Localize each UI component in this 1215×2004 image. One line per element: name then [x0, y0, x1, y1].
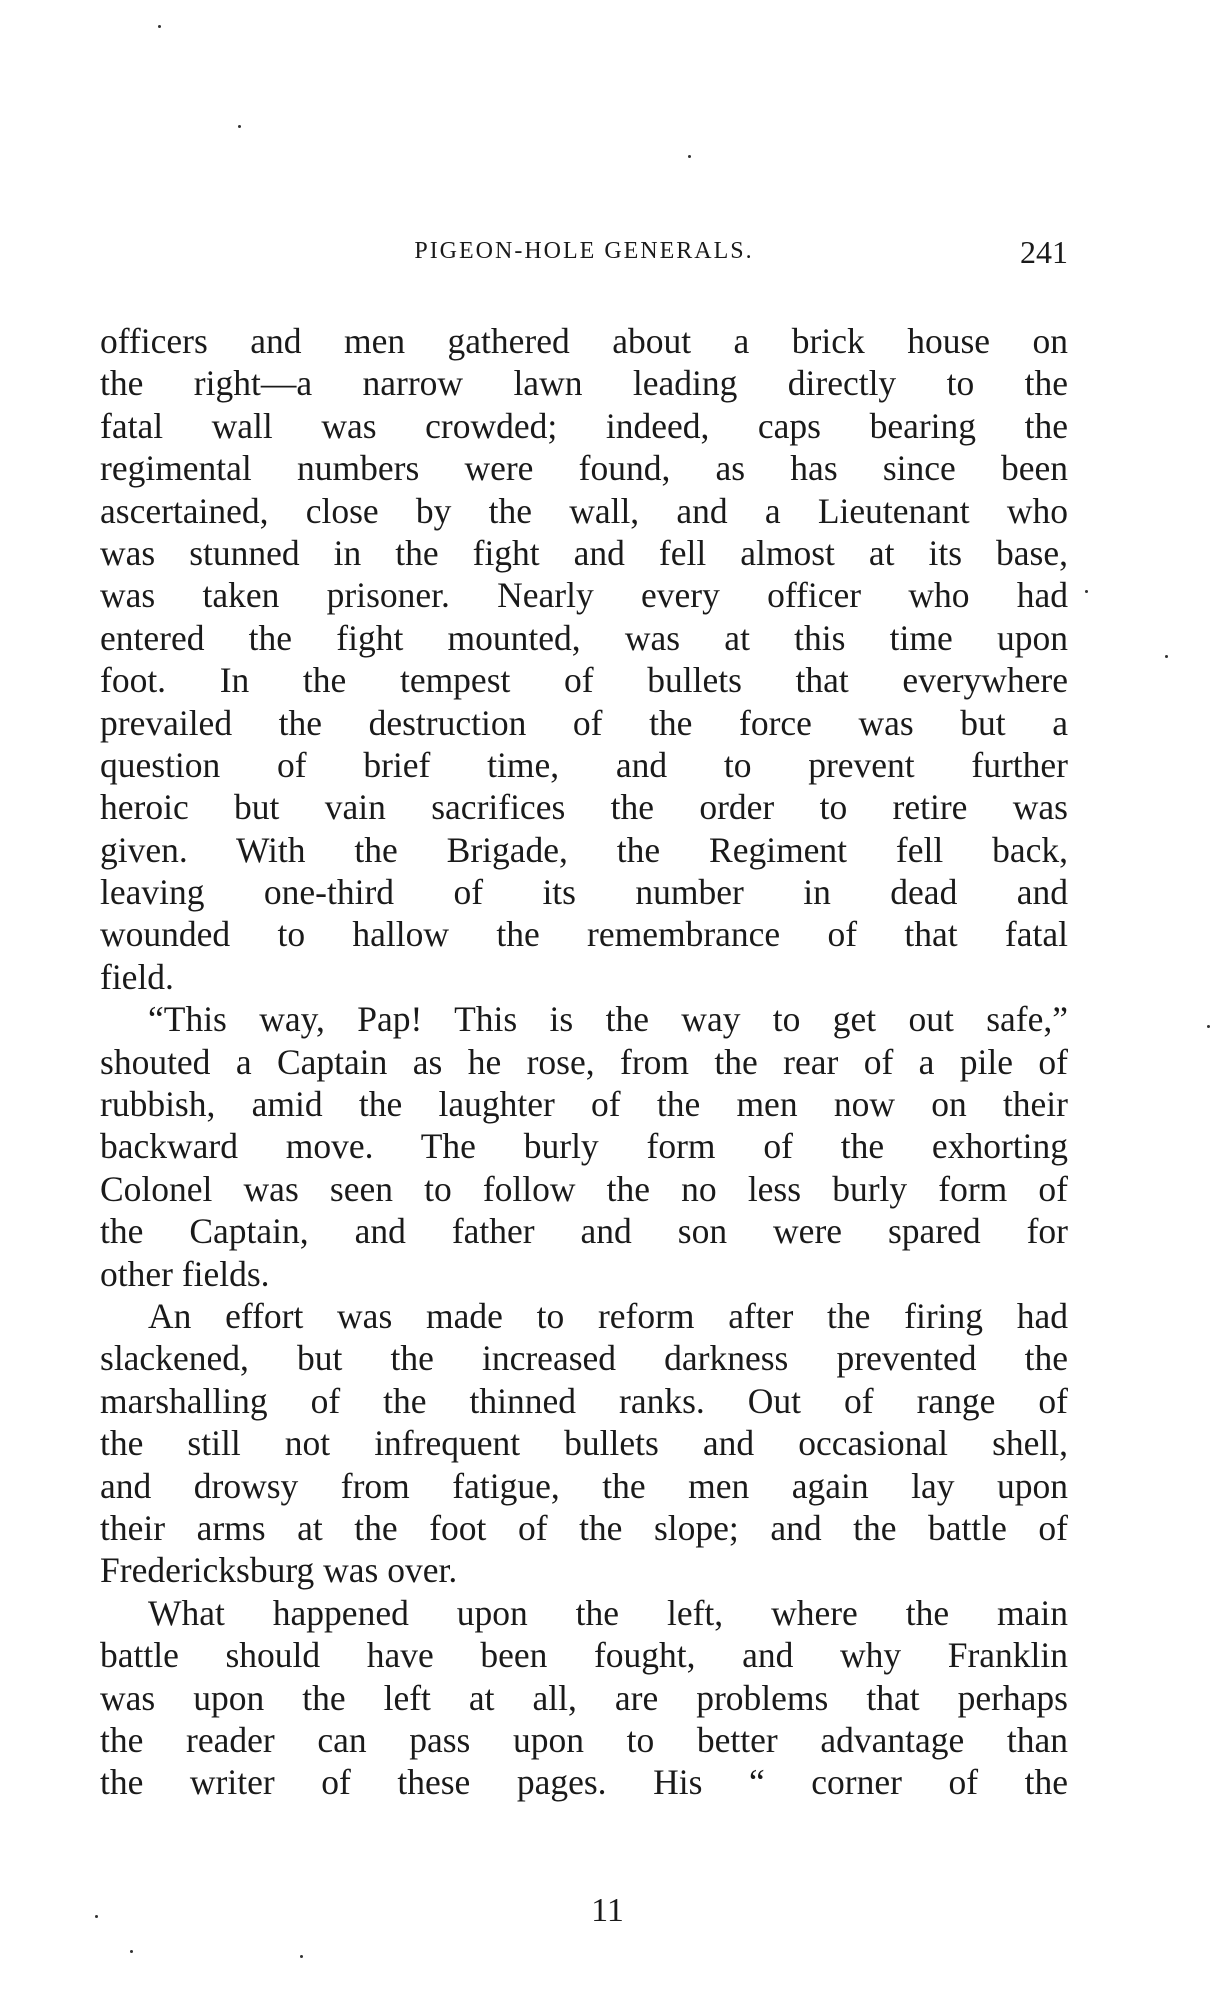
- scan-speck: [300, 1955, 303, 1958]
- text-line: slackened, but the increased darkness prevented the: [100, 1338, 1068, 1379]
- text-line: the right—a narrow lawn leading directly to the: [100, 363, 1068, 404]
- text-line: the still not infrequent bullets and occasional shell,: [100, 1423, 1068, 1464]
- scan-speck: [1165, 655, 1168, 658]
- text-line: An effort was made to reform after the firing had: [148, 1295, 1068, 1336]
- text-line: marshalling of the thinned ranks. Out of range of: [100, 1380, 1068, 1421]
- text-line: “This way, Pap! This is the way to get out safe,”: [148, 999, 1068, 1040]
- text-line: battle should have been fought, and why Franklin: [100, 1635, 1068, 1676]
- scan-speck: [1085, 590, 1088, 593]
- text-line: the Captain, and father and son were spared for: [100, 1211, 1068, 1252]
- page-number: 241: [1020, 234, 1068, 270]
- text-line: ascertained, close by the wall, and a Lieutenant who: [100, 490, 1068, 531]
- text-line: given. With the Brigade, the Regiment fell back,: [100, 829, 1068, 870]
- text-line: question of brief time, and to prevent further: [100, 744, 1068, 785]
- text-line: fatal wall was crowded; indeed, caps bearing the: [100, 405, 1068, 446]
- text-line: their arms at the foot of the slope; and the battle of: [100, 1507, 1068, 1548]
- running-head: PIGEON-HOLE GENERALS.: [414, 238, 754, 264]
- text-line: the reader can pass upon to better advantage than: [100, 1719, 1068, 1760]
- signature-mark: 11: [591, 1892, 624, 1929]
- text-line: prevailed the destruction of the force was but a: [100, 702, 1068, 743]
- text-line: other fields.: [100, 1253, 270, 1294]
- text-line: was taken prisoner. Nearly every officer who had: [100, 575, 1068, 616]
- text-line: was stunned in the fight and fell almost at its base,: [100, 532, 1068, 573]
- text-line: backward move. The burly form of the exhorting: [100, 1126, 1068, 1167]
- text-line: entered the fight mounted, was at this time upon: [100, 617, 1068, 658]
- scan-speck: [130, 1950, 133, 1953]
- text-line: What happened upon the left, where the main: [148, 1592, 1068, 1633]
- scan-speck: [158, 25, 161, 28]
- scan-speck: [238, 125, 241, 128]
- text-line: field.: [100, 956, 174, 997]
- text-line: leaving one-third of its number in dead and: [100, 872, 1068, 913]
- scan-speck: [688, 155, 691, 158]
- body-text: [100, 320, 1068, 1804]
- text-line: regimental numbers were found, as has since been: [100, 448, 1068, 489]
- text-line: heroic but vain sacrifices the order to retire was: [100, 787, 1068, 828]
- text-line: Fredericksburg was over.: [100, 1550, 458, 1591]
- text-line: was upon the left at all, are problems that perhaps: [100, 1677, 1068, 1718]
- scan-speck: [95, 1915, 98, 1918]
- page-header: [100, 234, 1068, 278]
- text-line: rubbish, amid the laughter of the men now on their: [100, 1084, 1068, 1125]
- scan-speck: [1207, 1025, 1210, 1028]
- text-line: wounded to hallow the remembrance of that fatal: [100, 914, 1068, 955]
- text-line: foot. In the tempest of bullets that everywhere: [100, 660, 1068, 701]
- text-line: and drowsy from fatigue, the men again lay upon: [100, 1465, 1068, 1506]
- text-line: Colonel was seen to follow the no less burly form of: [100, 1168, 1068, 1209]
- text-line: shouted a Captain as he rose, from the rear of a pile of: [100, 1041, 1068, 1082]
- text-line: officers and men gathered about a brick house on: [100, 321, 1068, 361]
- text-line: the writer of these pages. His “ corner of the: [100, 1762, 1068, 1803]
